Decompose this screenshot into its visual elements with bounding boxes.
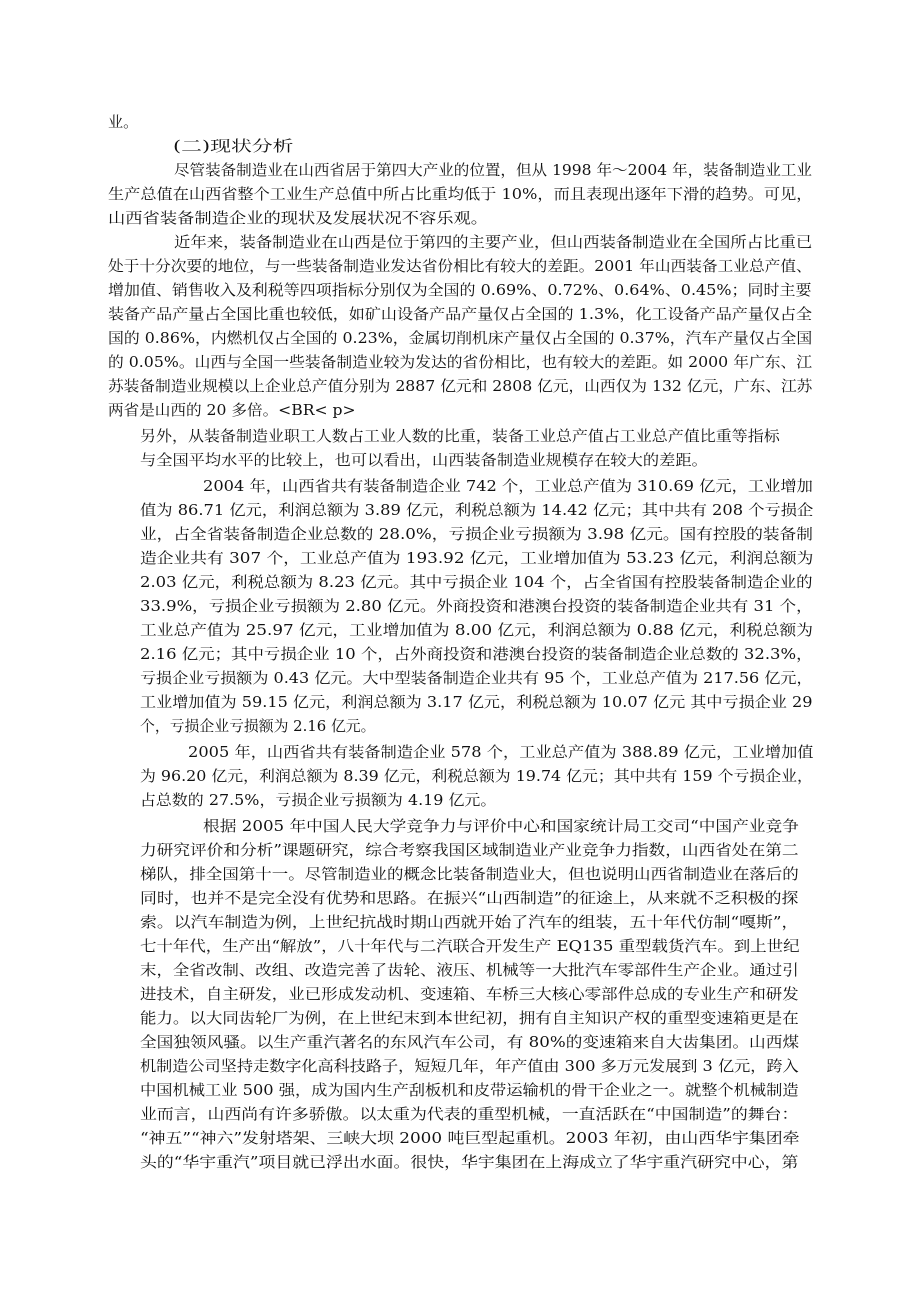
text-line: 业而言，山西尚有许多骄傲。以太重为代表的重型机械，一直活跃在“中国制造”的舞台： <box>140 1106 799 1123</box>
text-line: 尽管装备制造业在山西省居于第四大产业的位置，但从 1998 年～2004 年，装备制造业工业 <box>174 162 812 179</box>
text-line: 生产总值在山西省整个工业生产总值中所占比重均低于 10%，而且表现出逐年下滑的趋势。可见， <box>108 186 813 203</box>
text-line: “神五”“神六”发射塔架、三峡大坝 2000 吨巨型起重机。2003 年初，由山西华宇集团牵 <box>140 1130 800 1147</box>
text-line: 近年来，装备制造业在山西是位于第四的主要产业，但山西装备制造业在全国所占比重已 <box>174 234 813 251</box>
text-line: 装备产品产量占全国比重也较低，如矿山设备产品产量仅占全国的 1.3%，化工设备产品产量仅占全 <box>108 306 813 323</box>
text-line: 中国机械工业 500 强，成为国内生产刮板机和皮带运输机的骨干企业之一。就整个机械制造 <box>140 1082 799 1099</box>
section-heading: (二)现状分析 <box>173 138 294 155</box>
text-line: 两省是山西的 20 多倍。<BR< p> <box>108 402 356 419</box>
text-line: 工业增加值为 59.15 亿元，利润总额为 3.17 亿元，利税总额为 10.07 亿元 其中亏损企业 29 <box>140 694 813 711</box>
text-line: 进技术，自主研发，业已形成发动机、变速箱、车桥三大核心零部件总成的专业生产和研发 <box>140 986 799 1003</box>
text-line: 2004 年，山西省共有装备制造企业 742 个，工业总产值为 310.69 亿元，工业增加 <box>203 478 813 495</box>
text-line: 个，亏损企业亏损额为 2.16 亿元。 <box>140 718 376 735</box>
text-line: 另外，从装备制造业职工人数占工业人数的比重，装备工业总产值占工业总产值比重等指标 <box>140 428 780 445</box>
text-line: 能力。以大同齿轮厂为例，在上世纪末到本世纪初，拥有自主知识产权的重型变速箱更是在 <box>140 1010 799 1027</box>
text-line: 山西省装备制造企业的现状及发展状况不容乐观。 <box>108 210 489 227</box>
text-line: 业，占全省装备制造企业总数的 28.0%，亏损企业亏损额为 3.98 亿元。国有控股的装备制 <box>140 526 813 543</box>
text-line: 苏装备制造业规模以上企业总产值分别为 2887 亿元和 2808 亿元，山西仅为 132 亿元，广东、江苏 <box>108 378 813 395</box>
text-line: 力研究评价和分析”课题研究，综合考察我国区域制造业产业竞争力指数，山西省处在第二 <box>140 842 799 859</box>
text-line: 梯队，排全国第十一。尽管制造业的概念比装备制造业大，但也说明山西省制造业在落后的 <box>140 866 799 883</box>
text-line: 2005 年，山西省共有装备制造企业 578 个，工业总产值为 388.89 亿元，工业增加值 <box>188 744 814 761</box>
text-line: 处于十分次要的地位，与一些装备制造业发达省份相比有较大的差距。2001 年山西装备工业总产值、 <box>108 258 812 275</box>
text-line: 为 96.20 亿元，利润总额为 8.39 亿元，利税总额为 19.74 亿元；其中共有 159 个亏损企业， <box>140 768 813 785</box>
text-line: 33.9%，亏损企业亏损额为 2.80 亿元。外商投资和港澳台投资的装备制造企业共有 31 个， <box>140 598 813 615</box>
text-line: 与全国平均水平的比较上，也可以看出，山西装备制造业规模存在较大的差距。 <box>140 452 708 469</box>
text-line: 机制造公司坚持走数字化高科技路子，短短几年，年产值由 300 多万元发展到 3 亿元，跨入 <box>140 1058 799 1075</box>
text-line: 值为 86.71 亿元，利润总额为 3.89 亿元，利税总额为 14.42 亿元；其中共有 208 个亏损企 <box>140 502 814 519</box>
text-line: 2.03 亿元，利税总额为 8.23 亿元。其中亏损企业 104 个，占全省国有控股装备制造企业的 <box>140 574 813 591</box>
text-line: 七十年代，生产出“解放”，八十年代与二汽联合开发生产 EQ135 重型载货汽车。到上世纪 <box>140 938 800 955</box>
text-line: 的 0.05%。山西与全国一些装备制造业较为发达的省份相比，也有较大的差距。如 2000 年广东、江 <box>108 354 812 371</box>
text-line: 根据 2005 年中国人民大学竞争力与评价中心和国家统计局工交司“中国产业竞争 <box>203 818 799 835</box>
text-line: 2.16 亿元；其中亏损企业 10 个，占外商投资和港澳台投资的装备制造企业总数的 32.3%， <box>140 646 813 663</box>
text-line: 占总数的 27.5%，亏损企业亏损额为 4.19 亿元。 <box>140 792 497 809</box>
text-line: 工业总产值为 25.97 亿元，工业增加值为 8.00 亿元，利润总额为 0.88 亿元，利税总额为 <box>140 622 814 639</box>
text-line: 全国独领风骚。以生产重汽著名的东风汽车公司，有 80%的变速箱来自大齿集团。山西煤 <box>140 1034 800 1051</box>
text-line: 业。 <box>108 114 139 131</box>
text-line: 亏损企业亏损额为 0.43 亿元。大中型装备制造企业共有 95 个，工业总产值为 217.56 亿元， <box>140 670 813 687</box>
text-line: 头的“华宇重汽”项目就已浮出水面。很快，华宇集团在上海成立了华宇重汽研究中心，第 <box>140 1154 799 1171</box>
text-line: 末，全省改制、改组、改造完善了齿轮、液压、机械等一大批汽车零部件生产企业。通过引 <box>140 962 799 979</box>
text-line: 索。以汽车制造为例，上世纪抗战时期山西就开始了汽车的组装，五十年代仿制“嘎斯”， <box>140 914 799 931</box>
text-line: 国的 0.86%，内燃机仅占全国的 0.23%，金属切削机床产量仅占全国的 0.37%，汽车产量仅占全国 <box>108 330 813 347</box>
text-line: 增加值、销售收入及利税等四项指标分别仅为全国的 0.69%、0.72%、0.64%、0.45%；同时主要 <box>108 282 812 299</box>
text-line: 造企业共有 307 个，工业总产值为 193.92 亿元，工业增加值为 53.23 亿元，利润总额为 <box>140 550 814 567</box>
text-line: 同时，也并不是完全没有优势和思路。在振兴“山西制造”的征途上，从来就不乏积极的探 <box>140 890 799 907</box>
